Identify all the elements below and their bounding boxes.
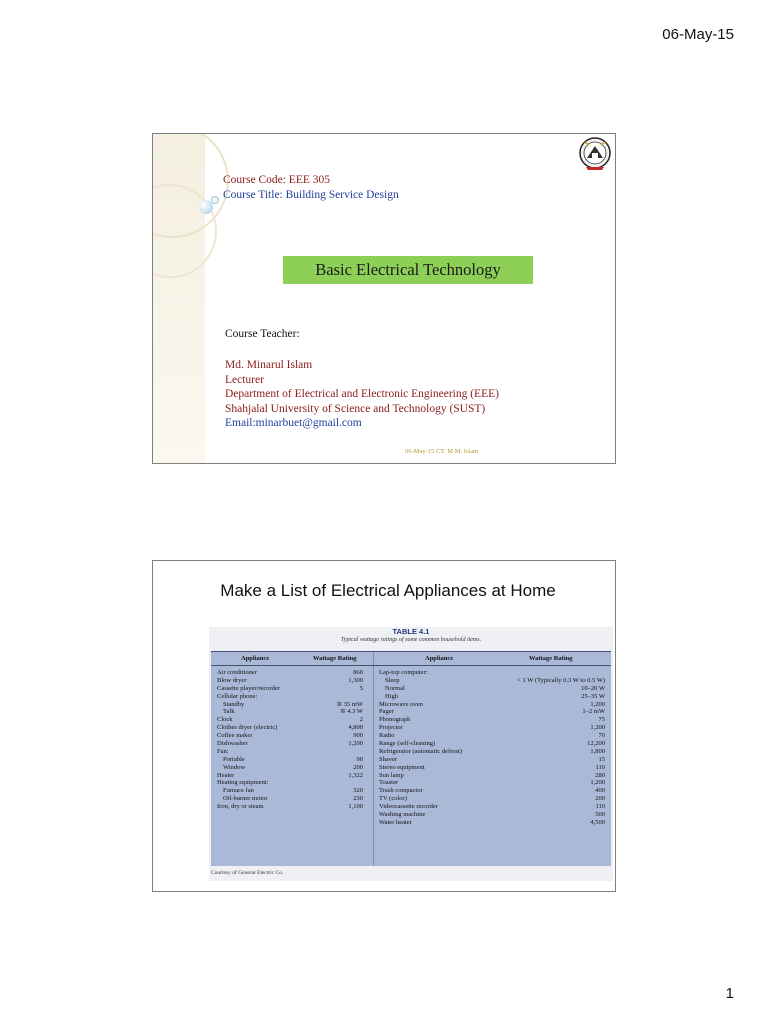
wattage-table <box>209 627 613 881</box>
appliance-name: Radio <box>379 732 395 740</box>
table-row <box>217 740 363 748</box>
table-row <box>217 779 363 787</box>
wattage-value: 4,800 <box>348 724 363 732</box>
teacher-label: Course Teacher: <box>225 328 300 340</box>
wattage-value: 860 <box>353 669 363 676</box>
slide-title <box>152 133 616 464</box>
column-header-appliance: Appliance <box>425 655 454 662</box>
table-row <box>217 708 363 716</box>
wattage-value: 90 <box>356 755 363 763</box>
table-row <box>379 795 605 803</box>
wattage-value: 1,100 <box>348 803 363 811</box>
appliance-name: Refrigerator (automatic defrost) <box>379 747 463 755</box>
column-header-rating: Wattage Rating <box>529 655 573 662</box>
wattage-value: 200 <box>595 795 605 803</box>
table-row <box>379 748 605 756</box>
wattage-value: 1,800 <box>590 747 605 755</box>
decorative-bubble <box>211 196 219 204</box>
appliance-name: Heater <box>217 771 235 779</box>
table-row <box>217 677 363 685</box>
table-row <box>379 724 605 732</box>
appliance-name: Lap-top computer: <box>379 669 428 676</box>
wattage-value: 1,200 <box>590 779 605 787</box>
table-row <box>217 669 363 677</box>
appliance-name: Air conditioner <box>217 669 257 676</box>
appliance-name: Washing machine <box>379 811 426 819</box>
appliance-name: Coffee maker <box>217 732 253 740</box>
table-row <box>379 677 605 685</box>
table-row <box>379 819 605 827</box>
table-row <box>217 803 363 811</box>
table-row <box>217 701 363 709</box>
appliance-name: Sleep <box>385 676 400 684</box>
wattage-value: 4,500 <box>590 818 605 826</box>
teacher-university: Shahjalal University of Science and Technology (SUST) <box>225 402 486 415</box>
appliance-name: Toaster <box>379 779 399 787</box>
table-row <box>217 685 363 693</box>
teacher-department: Department of Electrical and Electronic Engineering (EEE) <box>225 388 499 400</box>
appliance-name: Shaver <box>379 755 398 763</box>
table-row <box>379 708 605 716</box>
page-number: 1 <box>725 985 734 1002</box>
wattage-value: 230 <box>353 795 363 803</box>
teacher-name: Md. Minarul Islam <box>225 359 313 371</box>
appliance-name: Water heater <box>379 818 412 826</box>
table-row <box>217 764 363 772</box>
table-body <box>211 651 611 866</box>
appliance-name: Normal <box>385 684 405 692</box>
table-row <box>379 669 605 677</box>
wattage-value: 70 <box>598 732 605 740</box>
appliance-name: Phonograph <box>379 716 411 724</box>
appliance-name: Sun lamp <box>379 771 404 779</box>
wattage-value: 5 <box>359 684 363 692</box>
table-row <box>379 772 605 780</box>
table-row <box>379 685 605 693</box>
appliance-name: Fan: <box>217 747 229 755</box>
appliance-name: Clock <box>217 716 233 724</box>
page-date: 06-May-15 <box>662 26 734 43</box>
appliance-name: High <box>385 692 398 700</box>
university-logo-icon <box>577 136 613 172</box>
table-row <box>217 795 363 803</box>
appliance-name: Range (self-cleaning) <box>379 740 436 748</box>
table-row <box>217 716 363 724</box>
teacher-position: Lecturer <box>225 373 264 386</box>
table-row <box>379 716 605 724</box>
wattage-value: 1,200 <box>590 700 605 708</box>
table-row <box>379 701 605 709</box>
wattage-value: 900 <box>353 732 363 740</box>
wattage-value: 280 <box>595 771 605 779</box>
wattage-value: 500 <box>595 811 605 819</box>
table-rows-right <box>379 669 605 827</box>
appliance-name: Talk <box>223 708 235 716</box>
table-row <box>379 740 605 748</box>
wattage-value: 320 <box>353 787 363 795</box>
wattage-value: 15 <box>598 755 605 763</box>
table-row <box>217 787 363 795</box>
wattage-value: 12,200 <box>587 740 605 748</box>
table-number: TABLE 4.1 <box>392 627 430 636</box>
table-subtitle: Typical wattage ratings of some common household items. <box>340 637 482 643</box>
appliance-name: Pager <box>379 708 394 716</box>
table-row <box>379 779 605 787</box>
wattage-value: 1,300 <box>348 676 363 684</box>
wattage-value: 1,200 <box>590 724 605 732</box>
wattage-value: 1,200 <box>348 740 363 748</box>
wattage-value: 10–20 W <box>581 684 605 692</box>
wattage-value: 400 <box>595 787 605 795</box>
table-row <box>217 732 363 740</box>
table-credit: Courtesy of General Electric Co. <box>211 870 284 876</box>
table-row <box>217 748 363 756</box>
column-header-appliance: Appliance <box>241 655 270 662</box>
course-title: Course Title: Building Service Design <box>223 189 399 201</box>
appliance-name: Cellular phone: <box>217 692 258 700</box>
appliance-name: Microwave oven <box>379 700 423 708</box>
table-row <box>217 772 363 780</box>
appliance-name: Videocassette recorder <box>379 803 438 811</box>
wattage-value: 75 <box>598 716 605 724</box>
slide-appliances <box>152 560 616 892</box>
appliance-name: Standby <box>223 700 245 708</box>
appliance-name: Stereo equipment <box>379 763 425 771</box>
appliance-name: Furnace fan <box>223 787 254 795</box>
appliance-name: Projector <box>379 724 403 732</box>
table-row <box>379 756 605 764</box>
wattage-value: ≅ 35 mW <box>336 700 363 708</box>
table-row <box>217 693 363 701</box>
table-row <box>379 732 605 740</box>
wattage-value: < 1 W (Typically 0.3 W to 0.5 W) <box>517 676 605 684</box>
appliance-name: Portable <box>223 755 245 763</box>
table-row <box>379 787 605 795</box>
appliance-name: Clothes dryer (electric) <box>217 724 278 732</box>
appliance-name: Cassette player/recorder <box>217 684 280 692</box>
wattage-value: 110 <box>595 803 605 811</box>
slide-title-text: Make a List of Electrical Appliances at Home <box>220 581 556 600</box>
appliance-name: TV (color) <box>379 795 407 803</box>
column-divider <box>373 652 374 866</box>
wattage-value: 1,322 <box>348 771 363 779</box>
wattage-value: ≅ 4.3 W <box>340 708 363 716</box>
appliance-name: Window <box>223 763 246 771</box>
table-rows-left <box>217 669 363 811</box>
appliance-name: Oil-burner motor <box>223 795 268 803</box>
table-row <box>379 693 605 701</box>
table-header-row <box>211 652 611 666</box>
slide-main-title: Basic Electrical Technology <box>283 256 533 284</box>
wattage-value: 110 <box>595 763 605 771</box>
table-row <box>379 764 605 772</box>
wattage-value: 25–35 W <box>581 692 605 700</box>
wattage-value: 1–2 mW <box>582 708 605 716</box>
appliance-name: Iron, dry or steam <box>217 803 264 811</box>
appliance-name: Trash compactor <box>379 787 423 795</box>
appliance-name: Blow dryer <box>217 676 247 684</box>
teacher-email-link[interactable]: Email:minarbuet@gmail.com <box>225 417 362 429</box>
table-row <box>379 803 605 811</box>
appliance-name: Heating equipment: <box>217 779 269 787</box>
table-row <box>217 756 363 764</box>
course-code: Course Code: EEE 305 <box>223 174 330 186</box>
table-caption <box>209 627 613 643</box>
wattage-value: 200 <box>353 763 363 771</box>
wattage-value: 2 <box>359 716 363 724</box>
column-header-rating: Wattage Rating <box>313 655 357 662</box>
table-row <box>217 724 363 732</box>
slide-footer: 06-May-15 CT: M.M. Islam <box>405 448 479 455</box>
appliance-name: Dishwasher <box>217 740 248 748</box>
teacher-info <box>225 358 499 431</box>
table-row <box>379 811 605 819</box>
